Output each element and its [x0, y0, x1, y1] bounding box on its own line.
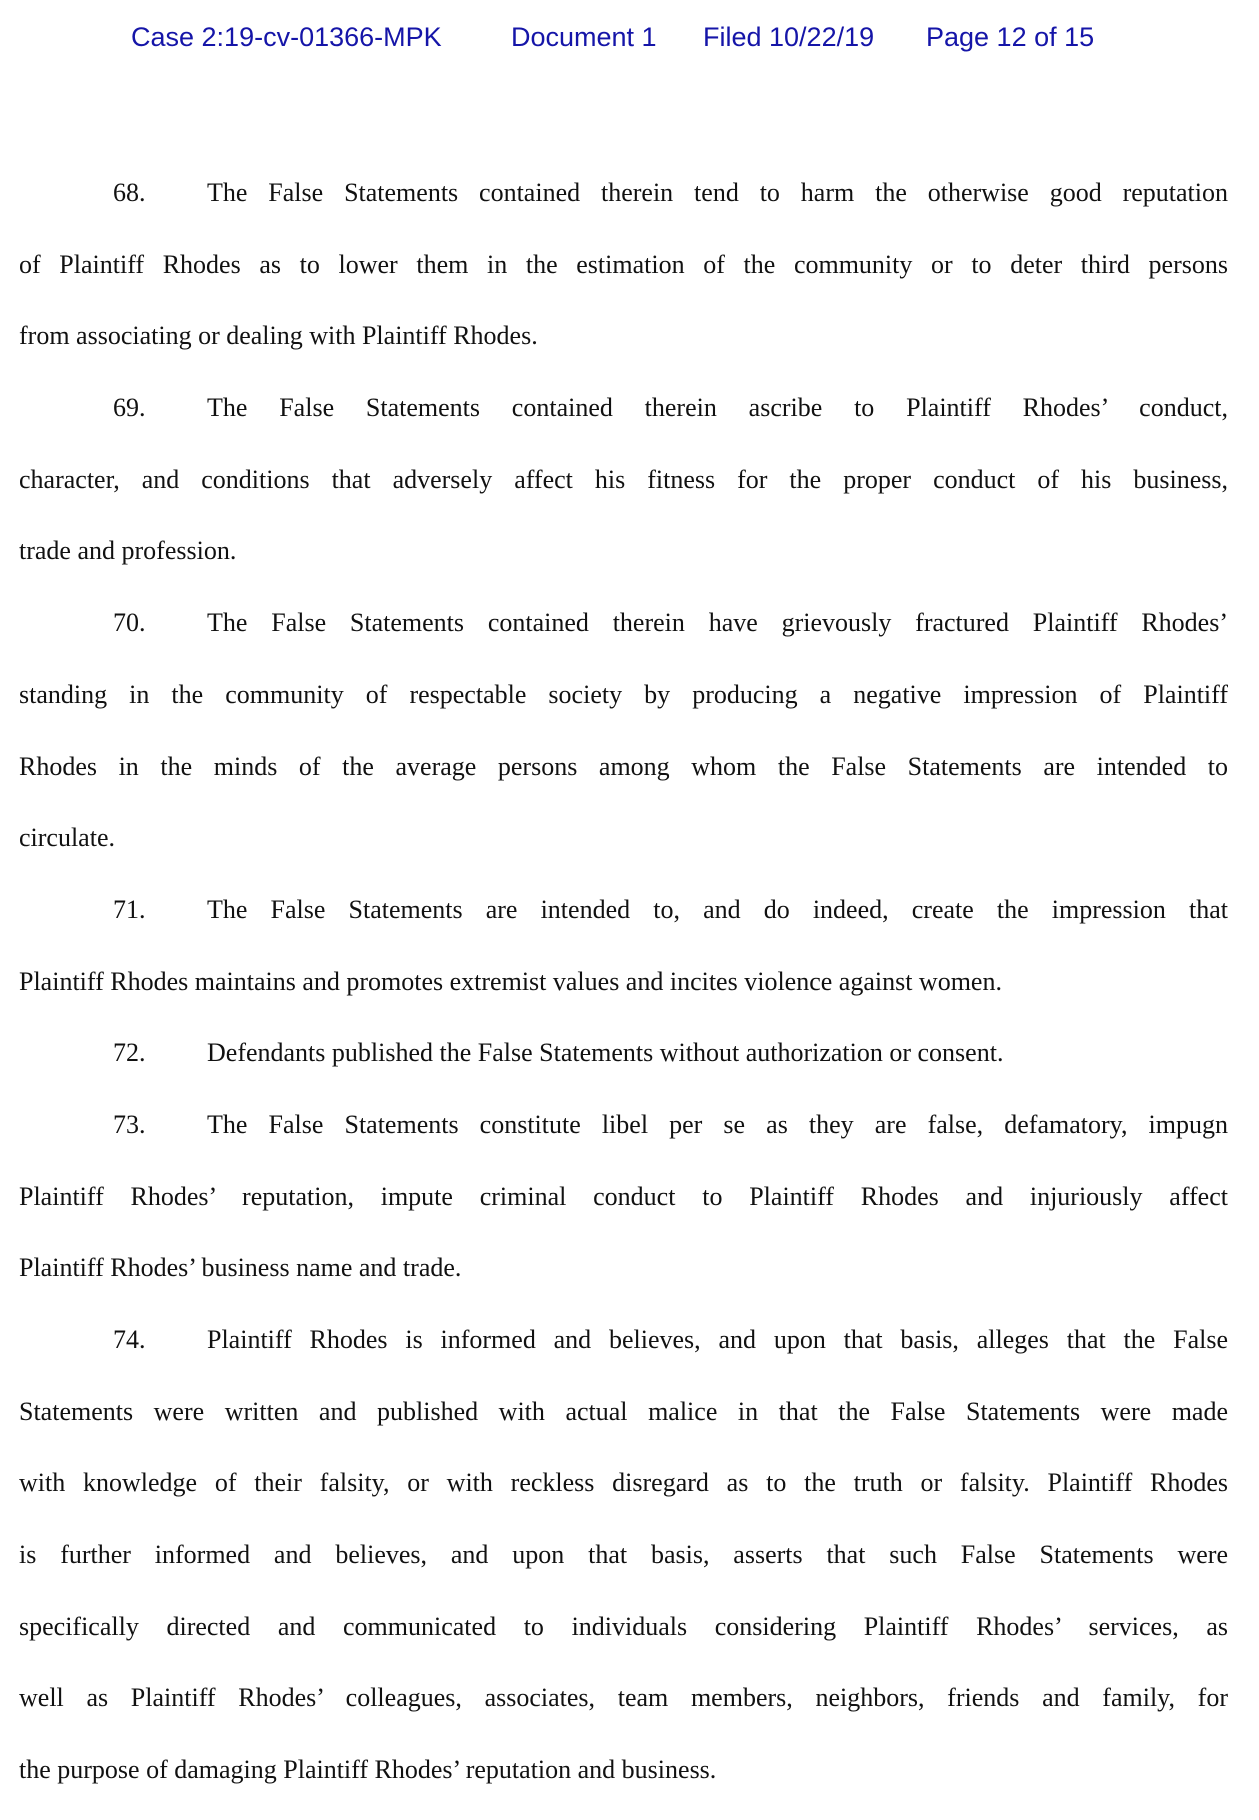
paragraph-line: the purpose of damaging Plaintiff Rhodes’ reputation and business.: [19, 1755, 717, 1785]
paragraph-number: 69.: [113, 393, 146, 423]
paragraph-first-line: [19, 601, 1228, 673]
paragraph-line: specifically directed and communicated to individuals considering Plaintiff Rhodes’ services, as: [19, 1611, 1228, 1641]
paragraph-text: The False Statements contained therein ascribe to Plaintiff Rhodes’ conduct,: [207, 393, 1228, 423]
filed-date: Filed 10/22/19: [703, 22, 875, 52]
paragraph-text: The False Statements are intended to, and do indeed, create the impression that: [207, 894, 1228, 924]
paragraph-text: The False Statements contained therein tend to harm the otherwise good reputation: [207, 178, 1228, 207]
paragraph-number: 72.: [113, 1038, 146, 1068]
paragraph-line: Plaintiff Rhodes’ business name and trade.: [19, 1253, 462, 1283]
paragraph-text: Plaintiff Rhodes is informed and believes, and upon that basis, alleges that the False: [207, 1325, 1228, 1354]
paragraph-line: with knowledge of their falsity, or with reckless disregard as to the truth or falsity. Plaintiff Rhodes: [19, 1468, 1228, 1498]
case-number: Case 2:19-cv-01366-MPK: [131, 22, 442, 52]
paragraph-first-line: [19, 1103, 1228, 1175]
paragraph-first-line: [19, 1031, 1228, 1103]
paragraph-line: Statements were written and published with actual malice in that the False Statements were made: [19, 1396, 1228, 1426]
paragraph-number: 71.: [113, 894, 146, 924]
paragraph-text: The False Statements contained therein have grievously fractured Plaintiff Rhodes’: [207, 608, 1228, 638]
document-number: Document 1: [511, 22, 657, 52]
paragraph-line: well as Plaintiff Rhodes’ colleagues, associates, team members, neighbors, friends and family, for: [19, 1683, 1228, 1713]
paragraph-first-line: [19, 386, 1228, 458]
paragraph-text: Defendants published the False Statements without authorization or consent.: [207, 1038, 1004, 1068]
case-header: [0, 22, 1259, 177]
paragraph-line: Plaintiff Rhodes’ reputation, impute criminal conduct to Plaintiff Rhodes and injuriously affect: [19, 1181, 1228, 1211]
paragraph-line: circulate.: [19, 823, 115, 853]
paragraph-first-line: [19, 1318, 1228, 1390]
paragraph-first-line: [19, 888, 1228, 960]
paragraph-text: The False Statements constitute libel per se as they are false, defamatory, impugn: [207, 1109, 1228, 1139]
paragraph-line: trade and profession.: [19, 536, 237, 566]
paragraph-line: standing in the community of respectable society by producing a negative impression of Plaintiff: [19, 679, 1228, 709]
page-indicator: Page 12 of 15: [926, 22, 1095, 52]
paragraph-first-line: [19, 171, 1228, 243]
paragraph-number: 68.: [113, 178, 146, 207]
paragraph-line: from associating or dealing with Plaintiff Rhodes.: [19, 321, 538, 351]
paragraph-number: 70.: [113, 608, 146, 638]
document-body: [19, 171, 1228, 1820]
paragraph-number: 74.: [113, 1325, 146, 1354]
paragraph-line: is further informed and believes, and upon that basis, asserts that such False Statements were: [19, 1540, 1228, 1570]
paragraph-line: Plaintiff Rhodes maintains and promotes extremist values and incites violence against women.: [19, 966, 1002, 996]
paragraph-number: 73.: [113, 1109, 146, 1139]
paragraph-line: of Plaintiff Rhodes as to lower them in the estimation of the community or to deter third persons: [19, 249, 1228, 279]
paragraph-line: Rhodes in the minds of the average persons among whom the False Statements are intended to: [19, 751, 1228, 781]
paragraph-line: character, and conditions that adversely affect his fitness for the proper conduct of his business,: [19, 464, 1228, 494]
